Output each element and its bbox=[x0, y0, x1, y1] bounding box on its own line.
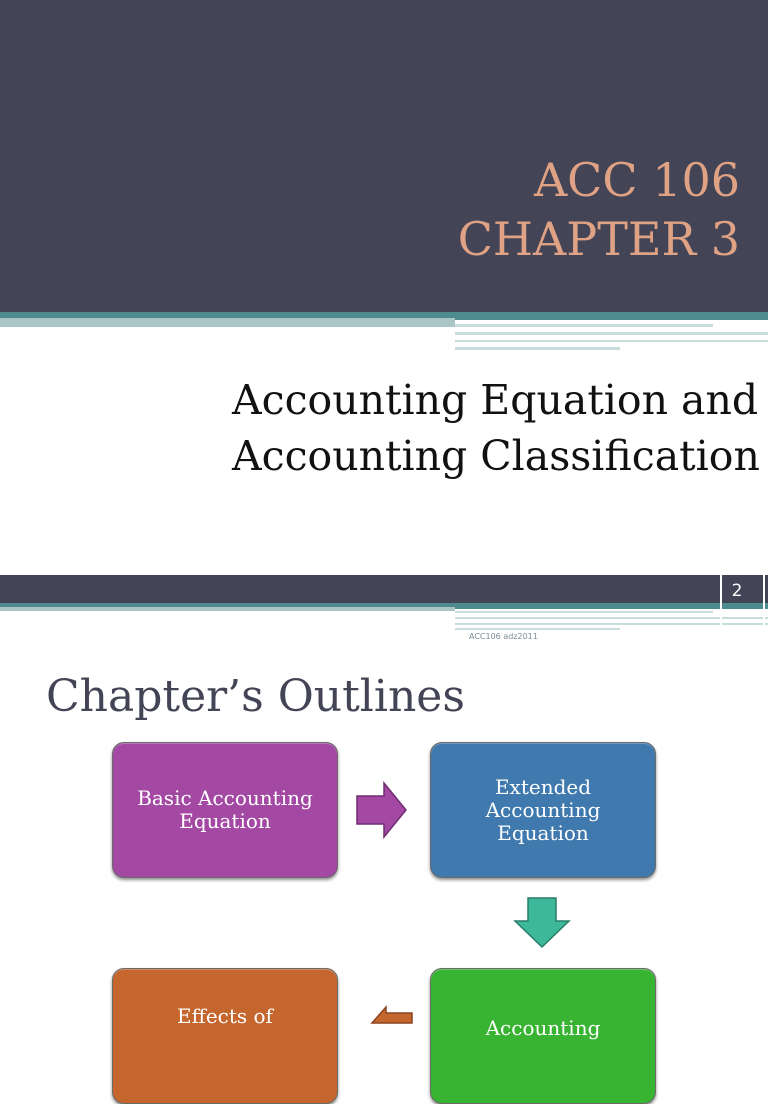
teal-tab bbox=[0, 607, 455, 611]
chapter-title: CHAPTER 3 bbox=[457, 212, 740, 266]
slide-number: 2 bbox=[731, 581, 743, 601]
flow-box-label: Extended Accounting Equation bbox=[485, 774, 601, 845]
slide-2 bbox=[0, 575, 768, 1040]
flow-box-label: Effects of bbox=[177, 1004, 273, 1028]
teal-tab bbox=[0, 318, 455, 327]
slide-subtitle bbox=[232, 372, 762, 484]
header-bar bbox=[0, 575, 768, 603]
subtitle-line-1: Accounting Equation and bbox=[232, 376, 759, 424]
flow-box-label: Accounting bbox=[485, 1016, 601, 1040]
decorative-stripes bbox=[455, 320, 768, 354]
subtitle-line-2: Accounting Classification bbox=[232, 432, 760, 480]
slide-footer: ACC106 adz2011 bbox=[469, 632, 538, 641]
slide-title: Chapter’s Outlines bbox=[46, 671, 465, 722]
course-code-title: ACC 106 bbox=[533, 153, 740, 207]
arrow-left-icon bbox=[370, 1005, 414, 1024]
arrow-right-icon bbox=[356, 781, 408, 839]
flow-box-basic-equation bbox=[112, 742, 338, 878]
flow-box-accounting bbox=[430, 968, 656, 1104]
arrow-down-icon bbox=[513, 897, 571, 949]
flow-box-extended-equation bbox=[430, 742, 656, 878]
flow-box-effects bbox=[112, 968, 338, 1104]
flow-box-label: Basic Accounting Equation bbox=[137, 786, 313, 833]
